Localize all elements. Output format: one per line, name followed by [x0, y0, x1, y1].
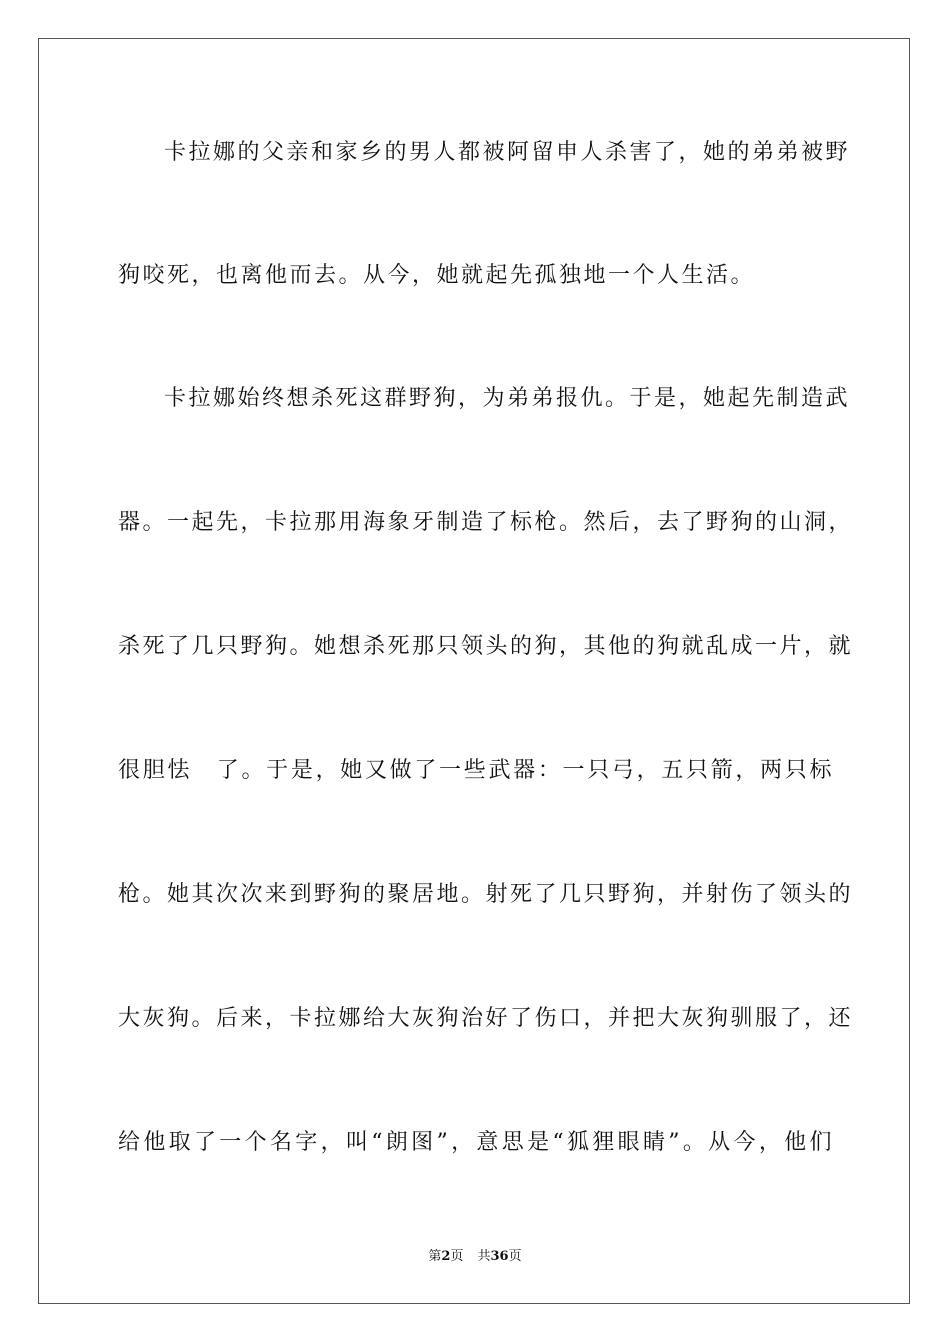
text-line-5: 杀死了几只野狗。她想杀死那只领头的狗，其他的狗就乱成一片，就	[118, 634, 854, 659]
footer-total-suffix: 页	[508, 1249, 522, 1264]
footer-page-suffix: 页	[450, 1249, 464, 1264]
text-line-8: 大灰狗。后来，卡拉娜给大灰狗治好了伤口，并把大灰狗驯服了，还	[118, 1006, 854, 1031]
footer-total-pages: 36	[490, 1249, 509, 1264]
text-line-6: 很胆怯 了。于是，她又做了一些武器：一只弓，五只箭，两只标	[118, 758, 834, 783]
text-line-9: 给他取了一个名字，叫“朗图”，意思是“狐狸眼睛”。从今，他们	[118, 1130, 834, 1155]
text-line-2: 狗咬死，也离他而去。从今，她就起先孤独地一个人生活。	[118, 263, 756, 288]
footer-page-number: 2	[441, 1249, 451, 1264]
footer-total-prefix: 共	[477, 1249, 491, 1264]
text-line-4: 器。一起先，卡拉那用海象牙制造了标枪。然后，去了野狗的山洞，	[118, 510, 854, 535]
text-line-7: 枪。她其次次来到野狗的聚居地。射死了几只野狗，并射伤了领头的	[118, 882, 854, 907]
page-footer	[0, 1248, 950, 1266]
footer-page-prefix: 第	[428, 1249, 442, 1264]
text-line-3: 卡拉娜始终想杀死这群野狗，为弟弟报仇。于是，她起先制造武	[164, 386, 851, 411]
text-line-1: 卡拉娜的父亲和家乡的男人都被阿留申人杀害了，她的弟弟被野	[164, 140, 851, 165]
page-border	[38, 38, 910, 1304]
